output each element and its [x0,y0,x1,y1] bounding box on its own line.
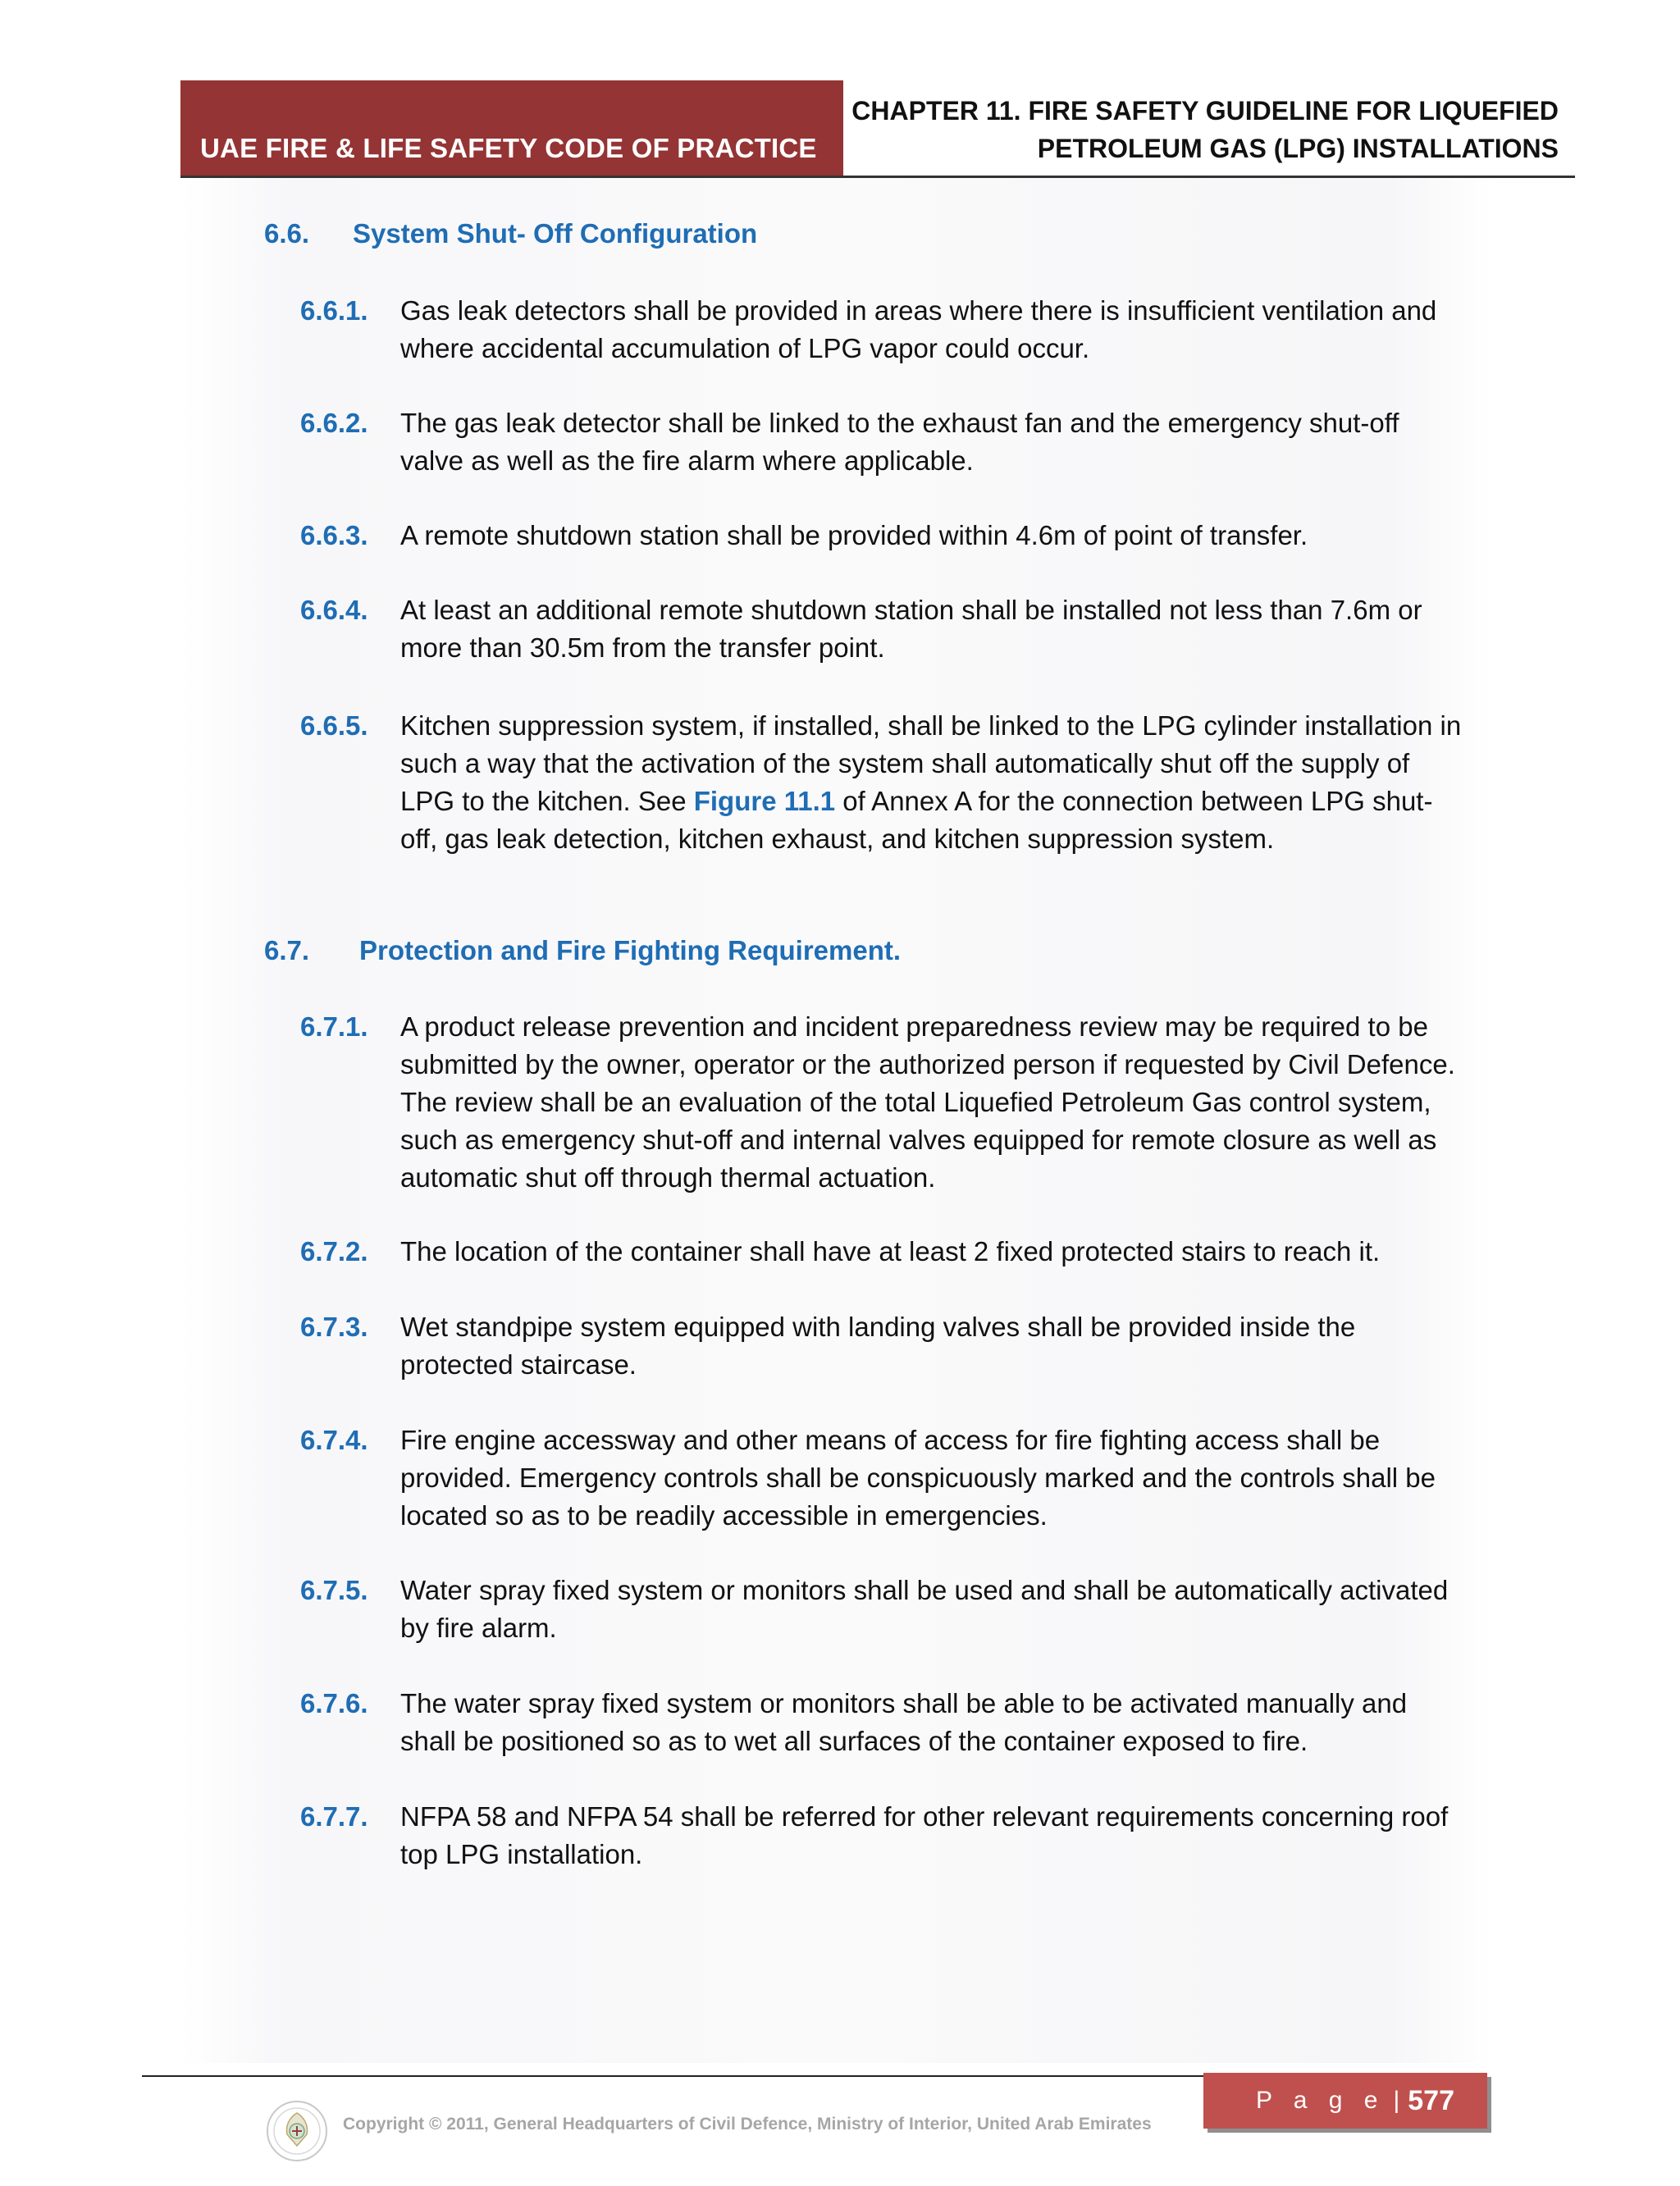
page-number-box [1203,2073,1487,2129]
page-label: P a g e [1255,2087,1386,2114]
section-heading-6-7 [264,935,901,966]
clause-6-7-5 [300,1572,1465,1647]
clause-6-6-2 [300,404,1465,480]
clause-6-7-1 [300,1008,1465,1197]
clause-number: 6.6.1. [300,295,368,326]
clause-6-7-4 [300,1422,1465,1535]
clause-6-7-7 [300,1798,1465,1873]
header-divider [180,176,1575,178]
clause-text: Fire engine accessway and other means of access for fire fighting access shall be provided. Emergency controls shall be conspicuously marked and the controls shall be located so as to be readily accessible in emergencies. [400,1425,1436,1531]
header-chapter-title [851,92,1559,167]
section-number: 6.6. [264,218,310,249]
clause-text-before: Kitchen suppression system, if installed, shall be linked to the LPG cylinder installation in such a way that the activation of the system shall automatically shut off the supply of LPG to the kitchen. See [400,710,1462,816]
clause-number: 6.6.4. [300,595,368,625]
header-code-title: UAE FIRE & LIFE SAFETY CODE OF PRACTICE [200,133,817,163]
clause-number: 6.6.2. [300,408,368,438]
page-number: 577 [1408,2084,1454,2116]
clause-text: Gas leak detectors shall be provided in areas where there is insufficient ventilation and where accidental accumulation of LPG vapor could occur. [400,295,1437,363]
clause-number: 6.7.1. [300,1011,368,1042]
clause-number: 6.7.3. [300,1312,368,1342]
chapter-title-line-2: PETROLEUM GAS (LPG) INSTALLATIONS [1037,134,1559,163]
clause-text: The water spray fixed system or monitors shall be able to be activated manually and shall be positioned so as to wet all surfaces of the container exposed to fire. [400,1688,1408,1756]
copyright-notice: Copyright © 2011, General Headquarters of Civil Defence, Ministry of Interior, United Arab Emirates [343,2115,1152,2134]
clause-number: 6.6.5. [300,710,368,741]
clause-number: 6.7.2. [300,1236,368,1266]
section-title: Protection and Fire Fighting Requirement. [359,935,902,965]
clause-text: Water spray fixed system or monitors shall be used and shall be automatically activated by fire alarm. [400,1575,1449,1643]
clause-text-after: of Annex A for the connection between LPG shut-off, gas leak detection, kitchen exhaust, and kitchen suppression system. [400,786,1433,854]
clause-number: 6.6.3. [300,520,368,550]
clause-number: 6.7.5. [300,1575,368,1605]
clause-6-7-6 [300,1685,1465,1760]
header-band [180,80,843,176]
clause-number: 6.7.6. [300,1688,368,1718]
clause-text: NFPA 58 and NFPA 54 shall be referred for other relevant requirements concerning roof top LPG installation. [400,1801,1449,1869]
figure-11-1-link[interactable]: Figure 11.1 [693,786,836,816]
clause-text: At least an additional remote shutdown station shall be installed not less than 7.6m or more than 30.5m from the transfer point. [400,595,1422,663]
clause-text: A remote shutdown station shall be provided within 4.6m of point of transfer. [400,520,1308,550]
clause-number: 6.7.4. [300,1425,368,1455]
section-number: 6.7. [264,935,310,965]
clause-6-6-3 [300,517,1465,554]
clause-6-7-2 [300,1233,1465,1271]
clause-number: 6.7.7. [300,1801,368,1832]
clause-6-6-5 [300,707,1465,858]
clause-text: The location of the container shall have at least 2 fixed protected stairs to reach it. [400,1236,1381,1266]
uae-civil-defence-emblem-icon [264,2098,330,2164]
clause-text: A product release prevention and incident preparedness review may be required to be submitted by the owner, operator or the authorized person if requested by Civil Defence. The review shall be an evaluation of the total Liquefied Petroleum Gas control system, such as emergency shut-off and internal valves equipped for remote closure as well as automatic shut off through thermal actuation. [400,1011,1455,1193]
page-separator: | [1393,2087,1400,2114]
clause-text [400,707,1465,858]
chapter-title-line-1: CHAPTER 11. FIRE SAFETY GUIDELINE FOR LIQUEFIED [851,96,1559,126]
section-heading-6-6 [264,218,757,249]
section-title: System Shut- Off Configuration [353,218,758,249]
clause-6-7-3 [300,1308,1465,1384]
clause-6-6-4 [300,591,1465,667]
clause-text: Wet standpipe system equipped with landing valves shall be provided inside the protected staircase. [400,1312,1356,1380]
clause-text: The gas leak detector shall be linked to the exhaust fan and the emergency shut-off valve as well as the fire alarm where applicable. [400,408,1399,476]
clause-6-6-1 [300,292,1465,367]
